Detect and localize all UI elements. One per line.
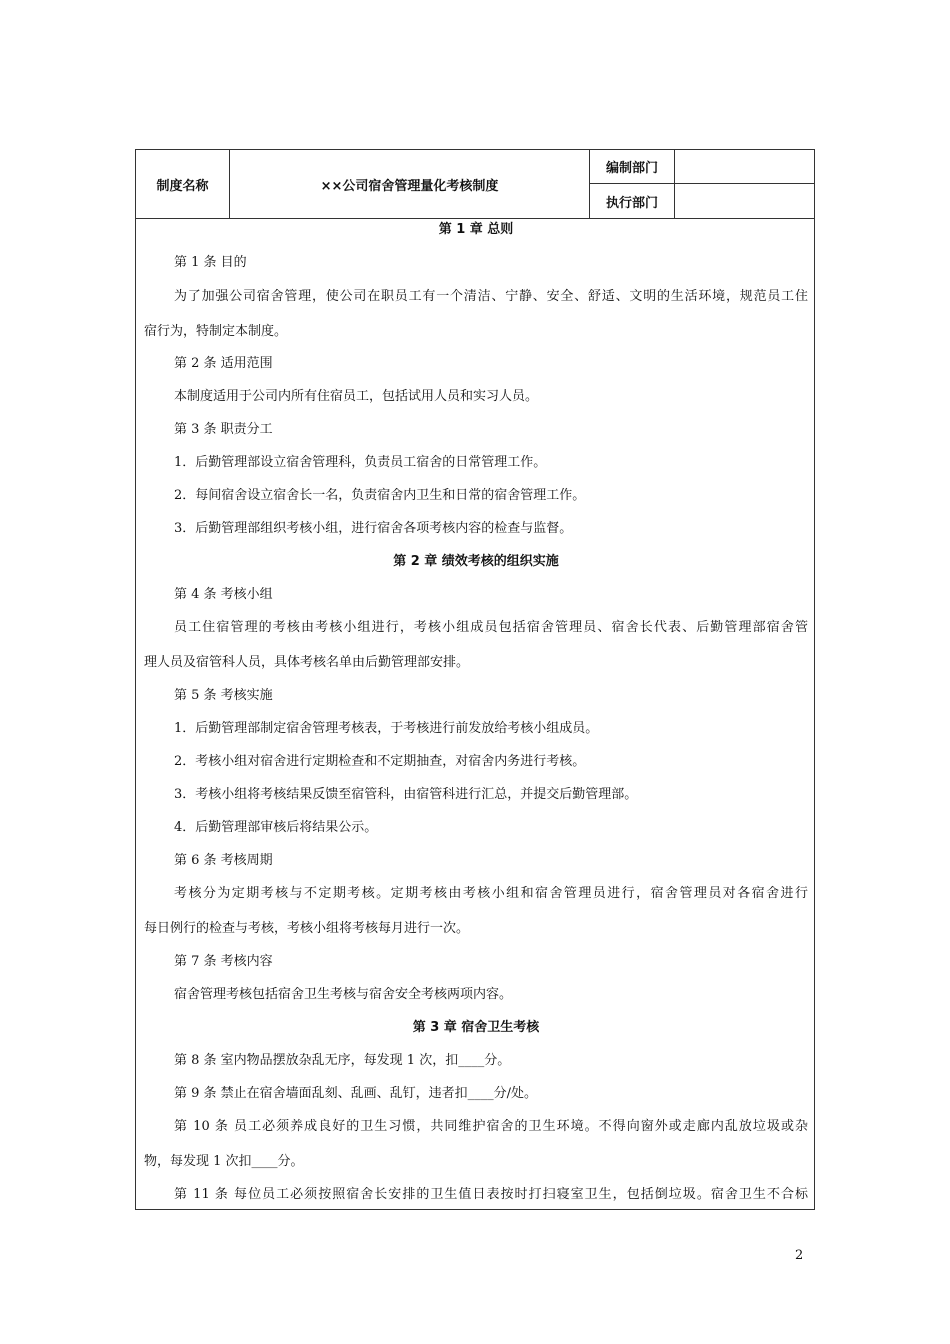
article-heading: 第 5 条 考核实施 [174, 688, 273, 703]
paragraph-line: 宿舍管理考核包括宿舍卫生考核与宿舍安全考核两项内容。 [174, 987, 513, 1002]
article-heading: 第 4 条 考核小组 [174, 587, 273, 602]
compile-dept-value [675, 150, 814, 184]
article-line: 第 10 条 员工必须养成良好的卫生习惯，共同维护宿舍的卫生环境。不得向窗外或走廊内乱放垃圾或杂 [174, 1119, 808, 1134]
paragraph-line: 宿行为，特制定本制度。 [144, 324, 288, 339]
article-line: 第 9 条 禁止在宿舍墙面乱刻、乱画、乱钉，违者扣____分/处。 [174, 1086, 538, 1101]
regulation-table [135, 149, 815, 1210]
chapter-heading: 第 2 章 绩效考核的组织实施 [393, 554, 559, 569]
article-heading: 第 7 条 考核内容 [174, 954, 273, 969]
article-line: 第 8 条 室内物品摆放杂乱无序，每发现 1 次，扣____分。 [174, 1053, 511, 1068]
paragraph-line: 物，每发现 1 次扣____分。 [144, 1154, 304, 1169]
page-number: 2 [795, 1248, 804, 1263]
paragraph-line: 为了加强公司宿舍管理，使公司在职员工有一个清洁、宁静、安全、舒适、文明的生活环境，规范员工住 [174, 289, 808, 304]
header-row [136, 150, 814, 219]
list-item: 4．后勤管理部审核后将结果公示。 [174, 820, 378, 835]
paragraph-line: 本制度适用于公司内所有住宿员工，包括试用人员和实习人员。 [174, 389, 539, 404]
exec-dept-label: 执行部门 [590, 184, 675, 218]
article-heading: 第 2 条 适用范围 [174, 356, 273, 371]
regulation-name-value: ××公司宿舍管理量化考核制度 [230, 150, 590, 218]
article-heading: 第 3 条 职责分工 [174, 422, 273, 437]
chapter-heading: 第 1 章 总则 [438, 222, 514, 237]
article-heading: 第 6 条 考核周期 [174, 853, 273, 868]
exec-dept-value [675, 184, 814, 218]
list-item: 1．后勤管理部制定宿舍管理考核表，于考核进行前发放给考核小组成员。 [174, 721, 599, 736]
compile-dept-label: 编制部门 [590, 150, 675, 184]
list-item: 3．考核小组将考核结果反馈至宿管科，由宿管科进行汇总，并提交后勤管理部。 [174, 787, 638, 802]
list-item: 1．后勤管理部设立宿舍管理科，负责员工宿舍的日常管理工作。 [174, 455, 547, 470]
paragraph-line: 每日例行的检查与考核，考核小组将考核每月进行一次。 [144, 921, 470, 936]
paragraph-line: 考核分为定期考核与不定期考核。定期考核由考核小组和宿舍管理员进行，宿舍管理员对各宿舍进行 [174, 886, 808, 901]
regulation-name-label: 制度名称 [136, 150, 230, 218]
list-item: 2．考核小组对宿舍进行定期检查和不定期抽查，对宿舍内务进行考核。 [174, 754, 586, 769]
chapter-heading: 第 3 章 宿舍卫生考核 [412, 1020, 540, 1035]
list-item: 3．后勤管理部组织考核小组，进行宿舍各项考核内容的检查与监督。 [174, 521, 573, 536]
paragraph-line: 员工住宿管理的考核由考核小组进行，考核小组成员包括宿舍管理员、宿舍长代表、后勤管理部宿舍管 [174, 620, 808, 635]
paragraph-line: 理人员及宿管科人员，具体考核名单由后勤管理部安排。 [144, 655, 470, 670]
list-item: 2．每间宿舍设立宿舍长一名，负责宿舍内卫生和日常的宿舍管理工作。 [174, 488, 586, 503]
article-line: 第 11 条 每位员工必须按照宿舍长安排的卫生值日表按时打扫寝室卫生，包括倒垃圾。宿舍卫生不合标 [174, 1187, 808, 1202]
article-heading: 第 1 条 目的 [174, 255, 247, 270]
